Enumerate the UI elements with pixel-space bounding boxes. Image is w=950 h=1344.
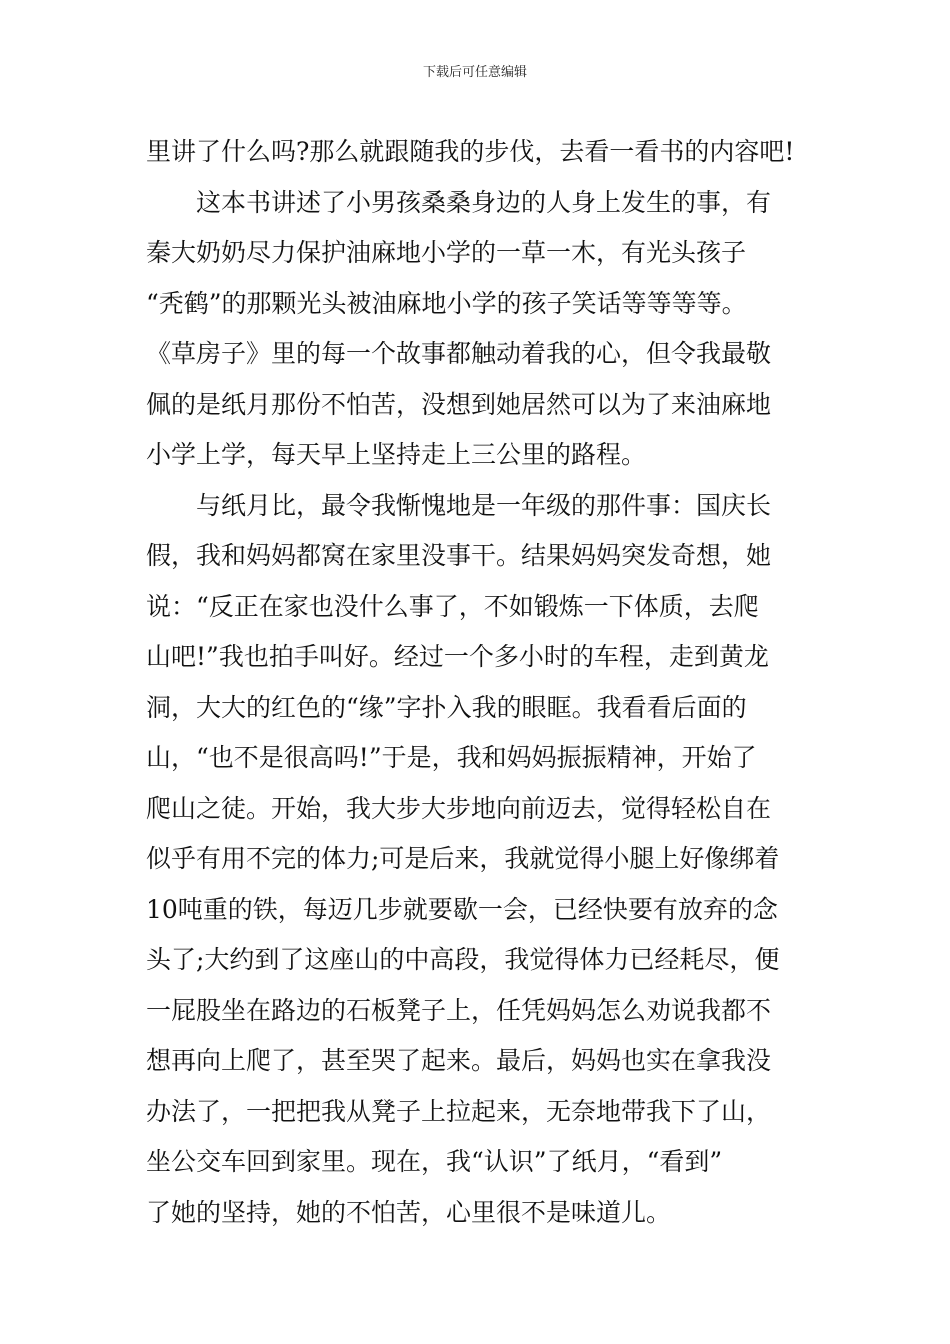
document-body xyxy=(146,127,816,1238)
text-line: “秃鹤”的那颗光头被油麻地小学的孩子笑话等等等等。 xyxy=(146,288,747,318)
text-line: 坐公交车回到家里。现在，我“认识”了纸月，“看到” xyxy=(146,1147,723,1176)
paragraph-start-line: 与纸月比，最令我惭愧地是一年级的那件事：国庆长 xyxy=(196,490,772,520)
text-line: 洞，大大的红色的“缘”字扑入我的眼眶。我看看后面的 xyxy=(146,692,747,722)
text-line: 佩的是纸月那份不怕苦，没想到她居然可以为了来油麻地 xyxy=(146,389,772,419)
text-line: 10吨重的铁，每迈几步就要歇一会，已经快要有放弃的念 xyxy=(146,894,778,924)
text-line: 假，我和妈妈都窝在家里没事干。结果妈妈突发奇想，她 xyxy=(146,541,772,570)
paragraph-start-line: 这本书讲述了小男孩桑桑身边的人身上发生的事，有 xyxy=(196,187,772,217)
text-line: 爬山之徒。开始，我大步大步地向前迈去，觉得轻松自在 xyxy=(146,793,772,823)
text-line: 山，“也不是很高吗!”于是，我和妈妈振振精神，开始了 xyxy=(146,743,757,772)
text-line: 想再向上爬了，甚至哭了起来。最后，妈妈也实在拿我没 xyxy=(146,1046,772,1075)
text-line: 秦大奶奶尽力保护油麻地小学的一草一木，有光头孩子 xyxy=(146,238,747,267)
text-line: 办法了，一把把我从凳子上拉起来，无奈地带我下了山， xyxy=(146,1096,772,1126)
text-line: 小学上学，每天早上坚持走上三公里的路程。 xyxy=(146,440,647,469)
text-line: 了她的坚持，她的不怕苦，心里很不是味道儿。 xyxy=(146,1197,672,1227)
text-line: 一屁股坐在路边的石板凳子上，任凭妈妈怎么劝说我都不 xyxy=(146,995,772,1025)
text-line: 头了;大约到了这座山的中高段，我觉得体力已经耗尽，便 xyxy=(146,945,780,974)
text-line: 说：“反正在家也没什么事了，不如锻炼一下体质，去爬 xyxy=(146,591,759,621)
text-line: 似乎有用不完的体力;可是后来，我就觉得小腿上好像绑着 xyxy=(146,844,780,873)
text-line: 山吧!”我也拍手叫好。经过一个多小时的车程，走到黄龙 xyxy=(146,642,769,671)
text-line: 里讲了什么吗?那么就跟随我的步伐，去看一看书的内容吧! xyxy=(146,137,795,166)
text-line: 《草房子》里的每一个故事都触动着我的心，但令我最敬 xyxy=(146,339,772,368)
page-header: 下载后可任意编辑 xyxy=(422,65,527,80)
